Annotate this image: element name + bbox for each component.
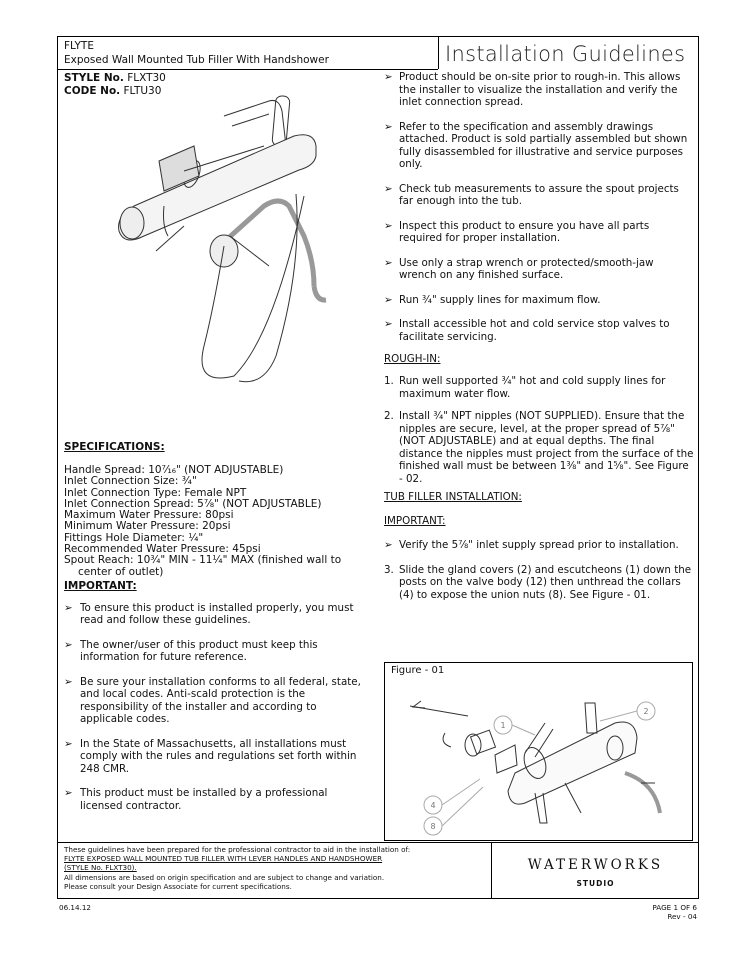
spec-line: Recommended Water Pressure: 45psi (64, 543, 261, 556)
guideline-bullet: ➢ Check tub measurements to assure the spout projects far enough into the tub. (384, 182, 679, 207)
footer-box (57, 843, 699, 899)
spec-line: Inlet Connection Spread: 5⅞" (NOT ADJUSTABLE) (64, 497, 322, 510)
code-label: CODE No. (64, 85, 121, 97)
important-bullet: ➢ The owner/user of this product must keep this information for future reference. (64, 638, 318, 664)
spec-line: Minimum Water Pressure: 20psi (64, 520, 231, 533)
doc-title: Installation Guidelines (445, 42, 686, 66)
guideline-bullet: ➢ Product should be on-site prior to rough-in. This allows the installer to visualize the installation and verify the inlet connection spread. (384, 71, 681, 108)
header-title-box (438, 37, 701, 69)
arrow-icon: ➢ (384, 318, 393, 330)
important-bullet: ➢ Be sure your installation conforms to all federal, state, and local codes. Anti-scald protection is the responsibility of the installer and according to applicable codes. (64, 675, 361, 726)
footer-line: All dimensions are based on origin specification and are subject to change and variation. (64, 872, 385, 882)
arrow-icon: ➢ (384, 256, 393, 269)
left-column (64, 441, 369, 812)
brand-logo: WATERWORKS (527, 857, 664, 873)
figure-drawing (385, 663, 692, 840)
header-left (64, 39, 329, 67)
right-column (384, 71, 694, 601)
guideline-bullet: ➢ Inspect this product to ensure you have all parts required for proper installation. (384, 219, 650, 244)
product-line: Exposed Wall Mounted Tub Filler With Handshower (64, 54, 329, 66)
product-illustration (64, 86, 364, 406)
spec-line: center of outlet) (78, 565, 164, 578)
figure-label: Figure - 01 (391, 665, 445, 676)
tub-filler-heading: TUB FILLER INSTALLATION: (384, 491, 522, 503)
page-number: PAGE 1 OF 6 (652, 903, 697, 912)
arrow-icon: ➢ (64, 601, 73, 614)
guideline-bullet: ➢ Install accessible hot and cold service stop valves to facilitate servicing. (384, 318, 670, 343)
arrow-icon: ➢ (384, 71, 393, 83)
spec-line: Inlet Connection Size: ¾" (64, 475, 197, 488)
footer-line: FLYTE EXPOSED WALL MOUNTED TUB FILLER WITH LEVER HANDLES AND HANDSHOWER (64, 854, 383, 864)
specifications-heading: SPECIFICATIONS: (64, 441, 165, 453)
important-bullet: ➢ In the State of Massachusetts, all installations must comply with the rules and regulations set forth within 248 CMR. (64, 737, 357, 775)
arrow-icon: ➢ (64, 638, 73, 651)
spec-line: Handle Spread: 10⁷⁄₁₆" (NOT ADJUSTABLE) (64, 464, 284, 476)
style-value: FLXT30 (127, 72, 166, 84)
spec-line: Maximum Water Pressure: 80psi (64, 509, 234, 522)
rough-in-step: 2. Install ¾" NPT nipples (NOT SUPPLIED). Ensure that the nipples are secure, level, at the proper spread of 5⅞" (NOT ADJUSTABLE) and at equal depths. The final distance the nipples must project from the surface of the finished wall must be between 1⅜" and 1⅝". See Figure - 02. (384, 410, 694, 485)
code-value: FLTU30 (123, 85, 162, 97)
arrow-icon: ➢ (64, 737, 73, 750)
tub-filler-bullet: ➢ Verify the 5⅞" inlet supply spread prior to installation. (384, 539, 679, 551)
rough-in-step: 1. Run well supported ¾" hot and cold supply lines for maximum water flow. (384, 375, 666, 400)
rough-in-heading: ROUGH-IN: (384, 353, 441, 365)
arrow-icon: ➢ (64, 787, 73, 800)
style-label: STYLE No. (64, 72, 124, 84)
doc-date: 06.14.12 (59, 903, 92, 912)
brand-sub: STUDIO (576, 879, 615, 888)
revision: Rev - 04 (667, 912, 697, 921)
tub-filler-step: 3. Slide the gland covers (2) and escutcheons (1) down the posts on the valve body (12) then unthread the collars (4) to expose the union nuts (8). See Figure - 01. (384, 563, 692, 601)
callout-8: 8 (430, 822, 436, 831)
page-info (560, 903, 697, 921)
arrow-icon: ➢ (384, 182, 393, 195)
tub-filler-important: IMPORTANT: (384, 515, 446, 527)
header-rule (58, 69, 438, 70)
footer-text (64, 845, 484, 891)
document-frame (57, 36, 699, 843)
guideline-bullet: ➢ Refer to the specification and assembly drawings attached. Product is sold partially assembled but shown fully disassembled for illustrative and service purposes only. (384, 120, 688, 170)
footer-line: Please consult your Design Associate for current specifications. (64, 881, 292, 891)
arrow-icon: ➢ (384, 539, 393, 551)
spec-line: Fittings Hole Diameter: ¼" (64, 531, 204, 544)
arrow-icon: ➢ (384, 293, 393, 306)
important-heading-left: IMPORTANT: (64, 579, 137, 592)
arrow-icon: ➢ (384, 120, 393, 133)
callout-2: 2 (643, 707, 649, 716)
callout-1: 1 (500, 721, 506, 730)
spec-line: Inlet Connection Type: Female NPT (64, 486, 247, 499)
callout-4: 4 (430, 801, 436, 810)
footer-line: (STYLE No. FLXT30). (64, 863, 137, 873)
footer-line: These guidelines have been prepared for the professional contractor to aid in the installation of: (64, 845, 411, 854)
brand-line: FLYTE (64, 40, 94, 52)
important-bullet: ➢ To ensure this product is installed properly, you must read and follow these guidelines. (64, 601, 354, 627)
spec-line: Spout Reach: 10¾" MIN - 11¼" MAX (finished wall to (64, 554, 342, 567)
arrow-icon: ➢ (64, 675, 73, 688)
important-bullet: ➢ This product must be installed by a professional licensed contractor. (64, 787, 328, 812)
arrow-icon: ➢ (384, 219, 393, 232)
figure-01 (384, 662, 693, 841)
guideline-bullet: ➢ Run ¾" supply lines for maximum flow. (384, 293, 601, 306)
guideline-bullet: ➢ Use only a strap wrench or protected/smooth-jaw wrench on any finished surface. (384, 256, 654, 281)
